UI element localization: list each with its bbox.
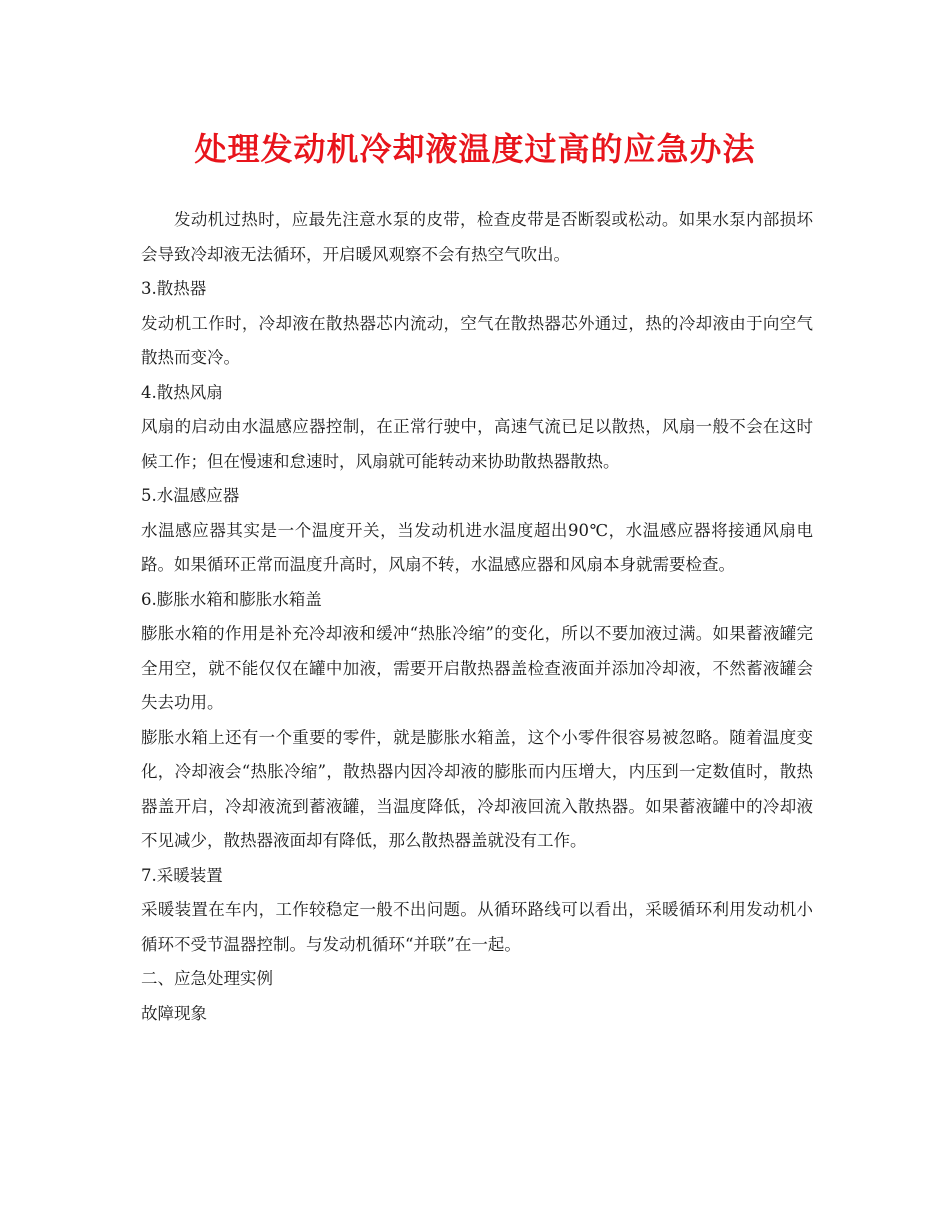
page-title: 处理发动机冷却液温度过高的应急办法 [194, 130, 756, 168]
section-heading-heater: 7.采暖装置 [141, 865, 223, 885]
paragraph-heater: 采暖装置在车内，工作较稳定一般不出问题。从循环路线可以看出，采暖循环利用发动机小循环不受节温器控制。与发动机循环“并联”在一起。 [141, 900, 813, 954]
paragraph-temp-sensor: 水温感应器其实是一个温度开关，当发动机进水温度超出90℃，水温感应器将接通风扇电路。如果循环正常而温度升高时，风扇不转，水温感应器和风扇本身就需要检查。 [141, 520, 813, 574]
section-heading-fan: 4.散热风扇 [141, 382, 223, 402]
paragraph-fan: 风扇的启动由水温感应器控制，在正常行驶中，高速气流已足以散热，风扇一般不会在这时候工作；但在慢速和怠速时，风扇就可能转动来协助散热器散热。 [141, 417, 813, 471]
paragraph-radiator: 发动机工作时，冷却液在散热器芯内流动，空气在散热器芯外通过，热的冷却液由于向空气散热而变冷。 [141, 313, 813, 367]
paragraph-expansion-tank-cap: 膨胀水箱上还有一个重要的零件，就是膨胀水箱盖，这个小零件很容易被忽略。随着温度变化，冷却液会“热胀冷缩”，散热器内因冷却液的膨胀而内压增大，内压到一定数值时，散热器盖开启，冷却液流到蓄液罐，当温度降低，冷却液回流入散热器。如果蓄液罐中的冷却液不见减少，散热器液面却有降低，那么散热器盖就没有工作。 [141, 727, 813, 850]
section-heading-radiator: 3.散热器 [141, 279, 207, 298]
section-heading-emergency-examples: 二、应急处理实例 [141, 969, 273, 988]
section-heading-expansion-tank: 6.膨胀水箱和膨胀水箱盖 [141, 589, 322, 609]
paragraph-expansion-tank: 膨胀水箱的作用是补充冷却液和缓冲“热胀冷缩”的变化，所以不要加液过满。如果蓄液罐完全用空，就不能仅仅在罐中加液，需要开启散热器盖检查液面并添加冷却液，不然蓄液罐会失去功用。 [141, 624, 813, 712]
paragraph-intro: 发动机过热时，应最先注意水泵的皮带，检查皮带是否断裂或松动。如果水泵内部损坏会导致冷却液无法循环，开启暖风观察不会有热空气吹出。 [141, 210, 813, 264]
subheading-fault-symptom: 故障现象 [141, 1003, 207, 1023]
section-heading-temp-sensor: 5.水温感应器 [141, 486, 240, 505]
document-body [141, 203, 813, 1031]
